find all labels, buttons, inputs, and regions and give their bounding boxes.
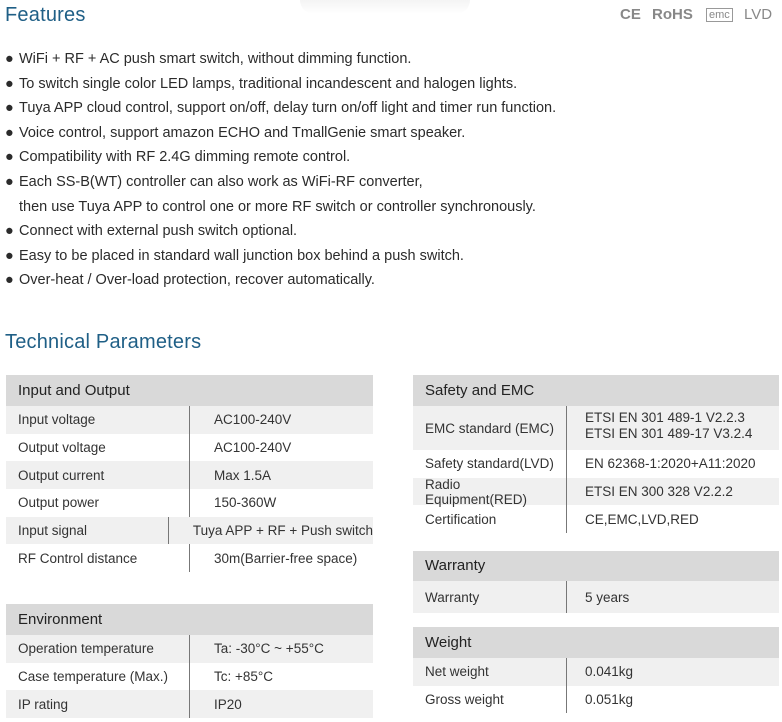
table-row: Output voltage AC100-240V [6, 434, 373, 462]
table-header: Weight [413, 627, 779, 658]
product-image-edge [300, 0, 470, 14]
table-header: Environment [6, 604, 373, 635]
bullet-icon: ● [5, 247, 14, 264]
bullet-icon: ● [5, 223, 14, 240]
table-row: Output current Max 1.5A [6, 461, 373, 489]
table-header: Input and Output [6, 375, 373, 406]
features-title: Features [5, 4, 86, 26]
table-row: Case temperature (Max.) Tc: +85°C [6, 663, 373, 691]
feature-item: ● To switch single color LED lamps, traditional incandescent and halogen lights. [5, 72, 556, 97]
table-row: Radio Equipment(RED) ETSI EN 300 328 V2.2.2 [413, 478, 779, 506]
table-header: Warranty [413, 551, 779, 581]
technical-parameters-title: Technical Parameters [5, 331, 202, 353]
weight-table [413, 627, 779, 713]
bullet-icon: ● [5, 149, 14, 166]
feature-item: ● Over-heat / Over-load protection, recover automatically. [5, 268, 556, 293]
rohs-mark: RoHS [652, 6, 693, 23]
table-row: Output power 150-360W [6, 489, 373, 517]
table-row: Certification CE,EMC,LVD,RED [413, 505, 779, 533]
table-row: Input voltage AC100-240V [6, 406, 373, 434]
bullet-icon: ● [5, 75, 14, 92]
feature-item: ● Compatibility with RF 2.4G dimming remote control. [5, 145, 556, 170]
ce-mark: CE [620, 6, 641, 23]
table-row: RF Control distance 30m(Barrier-free space) [6, 544, 373, 572]
feature-item-continuation: then use Tuya APP to control one or more RF switch or controller synchronously. [19, 198, 536, 215]
table-row: IP rating IP20 [6, 690, 373, 718]
bullet-icon: ● [5, 100, 14, 117]
bullet-icon: ● [5, 124, 14, 141]
table-row: Safety standard(LVD) EN 62368-1:2020+A11:2020 [413, 450, 779, 478]
safety-emc-table [413, 375, 779, 533]
lvd-mark: LVD [744, 6, 773, 23]
table-row: Operation temperature Ta: -30°C ~ +55°C [6, 635, 373, 663]
table-row: Warranty 5 years [413, 581, 779, 613]
bullet-icon: ● [5, 173, 14, 190]
feature-item: ● Connect with external push switch optional. [5, 219, 556, 244]
table-row: EMC standard (EMC) ETSI EN 301 489-1 V2.2.3 ETSI EN 301 489-17 V3.2.4 [413, 406, 779, 450]
feature-item: ● Voice control, support amazon ECHO and TmallGenie smart speaker. [5, 121, 556, 146]
warranty-table [413, 551, 779, 613]
bullet-icon: ● [5, 51, 14, 67]
input-output-table [6, 375, 373, 572]
features-list [5, 47, 556, 293]
table-row: Gross weight 0.051kg [413, 686, 779, 714]
feature-item: ● Easy to be placed in standard wall junction box behind a push switch. [5, 244, 556, 269]
table-row: Net weight 0.041kg [413, 658, 779, 686]
table-header: Safety and EMC [413, 375, 779, 406]
feature-item: ● Tuya APP cloud control, support on/off, delay turn on/off light and timer run function. [5, 96, 556, 121]
bullet-icon: ● [5, 272, 14, 289]
table-row: Input signal Tuya APP + RF + Push switch [6, 517, 373, 545]
environment-table [6, 604, 373, 718]
emc-mark: emc [706, 8, 733, 22]
feature-item: ● Each SS-B(WT) controller can also work as WiFi-RF converter, [5, 170, 556, 195]
feature-item: ● WiFi + RF + AC push smart switch, without dimming function. [5, 47, 556, 72]
